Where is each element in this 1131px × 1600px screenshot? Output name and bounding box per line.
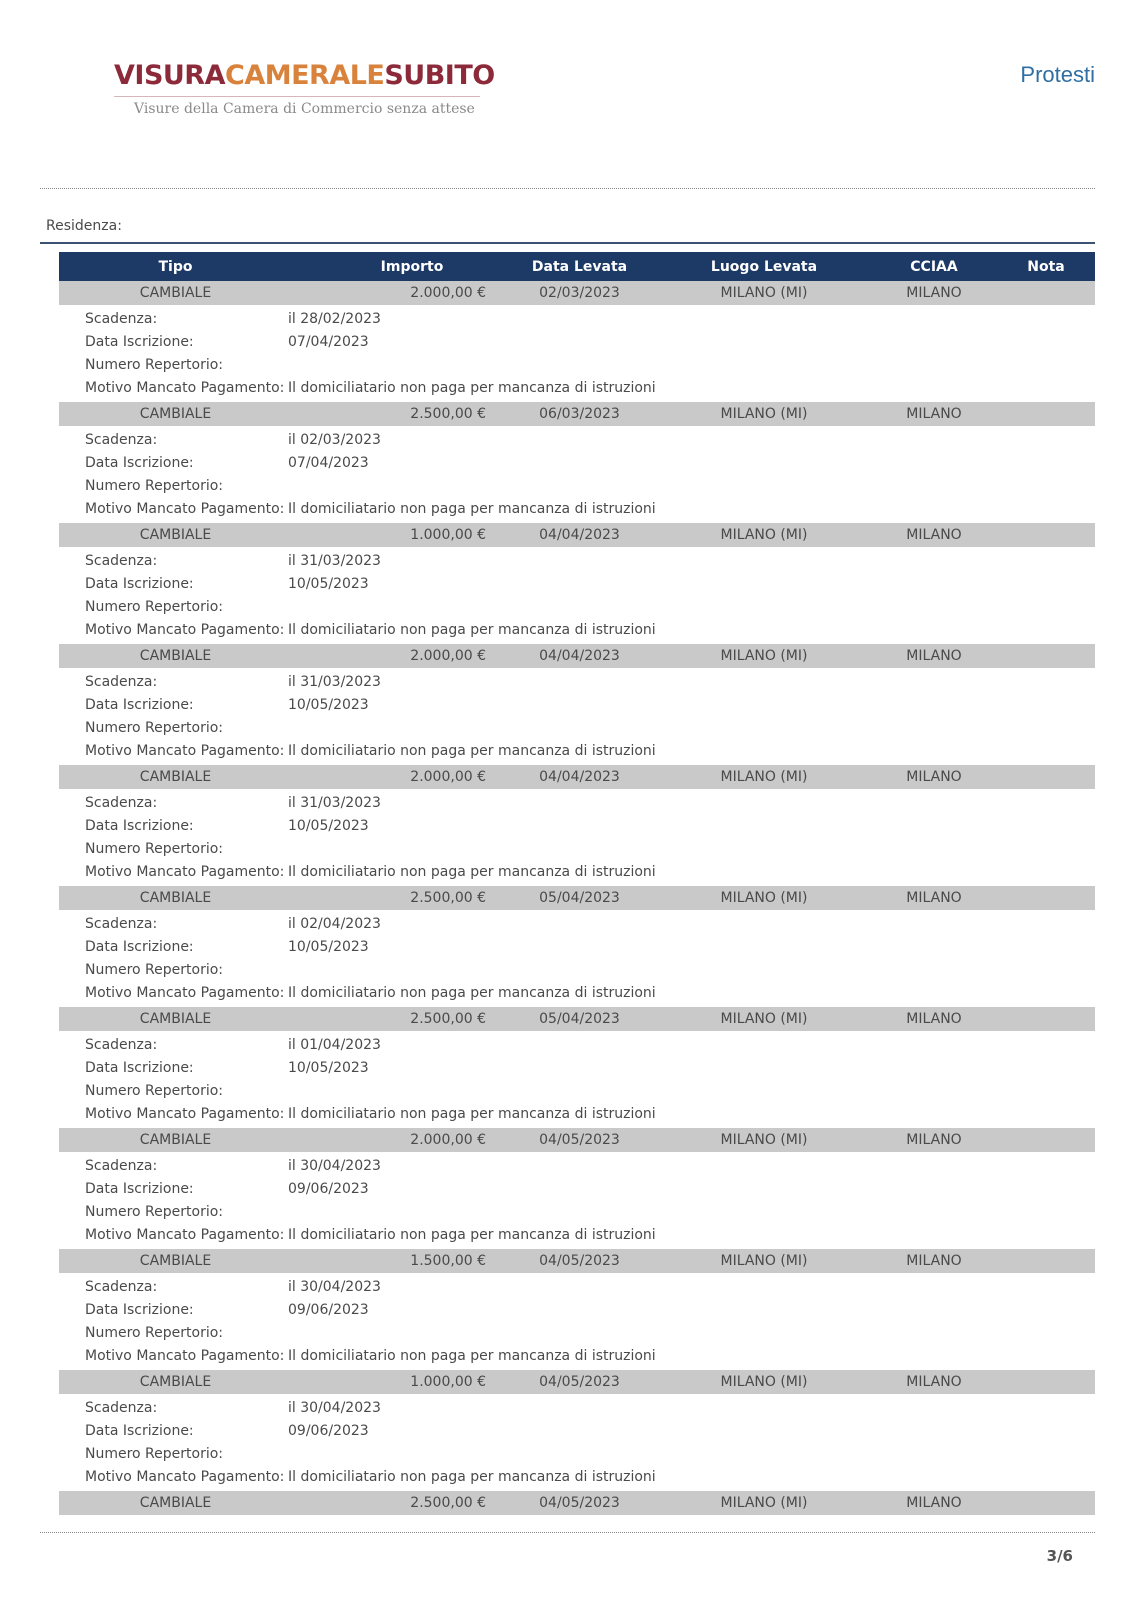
detail-label: Scadenza: xyxy=(85,1036,158,1053)
cell-tipo: CAMBIALE xyxy=(139,769,212,785)
detail-label: Numero Repertorio: xyxy=(85,1203,224,1220)
detail-motivo xyxy=(59,1102,1095,1125)
logo-tagline: Visure della Camera di Commercio senza attese xyxy=(134,101,475,117)
logo-wordmark xyxy=(114,58,495,94)
detail-label: Numero Repertorio: xyxy=(85,1324,224,1341)
cell-luogo-levata: MILANO (MI) xyxy=(720,648,808,664)
cell-cciaa: MILANO xyxy=(906,1253,962,1269)
cell-importo: 2.500,00 € xyxy=(410,1011,486,1027)
detail-label: Data Iscrizione: xyxy=(85,1059,194,1076)
header-data-levata: Data Levata xyxy=(531,258,628,275)
cell-data-levata: 05/04/2023 xyxy=(539,890,620,906)
detail-scadenza xyxy=(59,912,1095,935)
detail-label: Numero Repertorio: xyxy=(85,356,224,373)
record-details xyxy=(59,1273,1095,1370)
cell-data-levata: 04/04/2023 xyxy=(539,527,620,543)
table-header xyxy=(59,252,1095,281)
detail-value: Il domiciliatario non paga per mancanza di istruzioni xyxy=(288,742,656,759)
detail-value: 09/06/2023 xyxy=(288,1180,369,1197)
cell-data-levata: 04/05/2023 xyxy=(539,1132,620,1148)
header-nota: Nota xyxy=(1027,258,1065,275)
detail-label: Scadenza: xyxy=(85,1399,158,1416)
detail-label: Motivo Mancato Pagamento: xyxy=(85,1468,285,1485)
detail-label: Numero Repertorio: xyxy=(85,598,224,615)
cell-luogo-levata: MILANO (MI) xyxy=(720,1132,808,1148)
logo-part-subito: SUBITO xyxy=(384,60,495,91)
record-summary-row xyxy=(59,1491,1095,1515)
cell-tipo: CAMBIALE xyxy=(139,1374,212,1390)
cell-tipo: CAMBIALE xyxy=(139,1132,212,1148)
detail-scadenza xyxy=(59,549,1095,572)
detail-data-iscrizione xyxy=(59,1298,1095,1321)
record-summary-row xyxy=(59,1007,1095,1031)
detail-label: Data Iscrizione: xyxy=(85,938,194,955)
detail-value: Il domiciliatario non paga per mancanza di istruzioni xyxy=(288,984,656,1001)
detail-label: Data Iscrizione: xyxy=(85,817,194,834)
detail-value: Il domiciliatario non paga per mancanza di istruzioni xyxy=(288,500,656,517)
record-summary-row xyxy=(59,1128,1095,1152)
cell-importo: 2.500,00 € xyxy=(410,890,486,906)
cell-tipo: CAMBIALE xyxy=(139,1011,212,1027)
detail-scadenza xyxy=(59,1396,1095,1419)
detail-label: Scadenza: xyxy=(85,552,158,569)
detail-scadenza xyxy=(59,670,1095,693)
residenza-label: Residenza: xyxy=(46,218,122,234)
detail-value: 10/05/2023 xyxy=(288,696,369,713)
detail-numero-repertorio xyxy=(59,353,1095,376)
detail-value: 10/05/2023 xyxy=(288,938,369,955)
record-summary-row xyxy=(59,886,1095,910)
detail-data-iscrizione xyxy=(59,572,1095,595)
record-details xyxy=(59,668,1095,765)
detail-label: Scadenza: xyxy=(85,431,158,448)
footer-divider xyxy=(40,1532,1095,1533)
cell-cciaa: MILANO xyxy=(906,648,962,664)
detail-motivo xyxy=(59,739,1095,762)
cell-cciaa: MILANO xyxy=(906,527,962,543)
detail-label: Motivo Mancato Pagamento: xyxy=(85,379,285,396)
detail-motivo xyxy=(59,1344,1095,1367)
detail-motivo xyxy=(59,981,1095,1004)
detail-value: 07/04/2023 xyxy=(288,454,369,471)
cell-cciaa: MILANO xyxy=(906,1011,962,1027)
cell-tipo: CAMBIALE xyxy=(139,1253,212,1269)
detail-data-iscrizione xyxy=(59,814,1095,837)
detail-value: 10/05/2023 xyxy=(288,575,369,592)
cell-luogo-levata: MILANO (MI) xyxy=(720,406,808,422)
cell-luogo-levata: MILANO (MI) xyxy=(720,1011,808,1027)
detail-numero-repertorio xyxy=(59,716,1095,739)
cell-importo: 1.000,00 € xyxy=(410,1374,486,1390)
cell-luogo-levata: MILANO (MI) xyxy=(720,1495,808,1511)
record-summary-row xyxy=(59,644,1095,668)
record-summary-row xyxy=(59,281,1095,305)
cell-data-levata: 04/04/2023 xyxy=(539,648,620,664)
records-list xyxy=(59,281,1095,1491)
detail-label: Scadenza: xyxy=(85,1157,158,1174)
logo-part-camerale: CAMERALE xyxy=(225,60,385,91)
detail-numero-repertorio xyxy=(59,958,1095,981)
detail-label: Numero Repertorio: xyxy=(85,840,224,857)
detail-label: Numero Repertorio: xyxy=(85,961,224,978)
detail-numero-repertorio xyxy=(59,1321,1095,1344)
detail-motivo xyxy=(59,497,1095,520)
detail-motivo xyxy=(59,1223,1095,1246)
detail-label: Motivo Mancato Pagamento: xyxy=(85,863,285,880)
cell-data-levata: 04/05/2023 xyxy=(539,1253,620,1269)
detail-label: Numero Repertorio: xyxy=(85,719,224,736)
detail-value: 09/06/2023 xyxy=(288,1422,369,1439)
detail-value: il 02/03/2023 xyxy=(288,431,381,448)
page-number: 3/6 xyxy=(1046,1547,1073,1565)
detail-value: 07/04/2023 xyxy=(288,333,369,350)
record-details xyxy=(59,1394,1095,1491)
detail-label: Motivo Mancato Pagamento: xyxy=(85,742,285,759)
detail-value: 10/05/2023 xyxy=(288,1059,369,1076)
detail-data-iscrizione xyxy=(59,693,1095,716)
cell-tipo: CAMBIALE xyxy=(139,527,212,543)
detail-label: Motivo Mancato Pagamento: xyxy=(85,500,285,517)
detail-label: Scadenza: xyxy=(85,673,158,690)
logo-part-visura: VISURA xyxy=(114,60,225,91)
detail-value: il 01/04/2023 xyxy=(288,1036,381,1053)
detail-label: Scadenza: xyxy=(85,1278,158,1295)
detail-numero-repertorio xyxy=(59,1079,1095,1102)
cell-cciaa: MILANO xyxy=(906,890,962,906)
detail-scadenza xyxy=(59,1275,1095,1298)
cell-cciaa: MILANO xyxy=(906,406,962,422)
cell-cciaa: MILANO xyxy=(906,1132,962,1148)
record-details xyxy=(59,547,1095,644)
cell-importo: 1.000,00 € xyxy=(410,527,486,543)
cell-cciaa: MILANO xyxy=(906,285,962,301)
detail-data-iscrizione xyxy=(59,1177,1095,1200)
detail-value: il 30/04/2023 xyxy=(288,1278,381,1295)
detail-value: il 30/04/2023 xyxy=(288,1157,381,1174)
cell-importo: 2.500,00 € xyxy=(410,406,486,422)
cell-luogo-levata: MILANO (MI) xyxy=(720,890,808,906)
detail-numero-repertorio xyxy=(59,595,1095,618)
detail-label: Motivo Mancato Pagamento: xyxy=(85,1105,285,1122)
detail-motivo xyxy=(59,860,1095,883)
cell-tipo: CAMBIALE xyxy=(139,285,212,301)
detail-value: Il domiciliatario non paga per mancanza di istruzioni xyxy=(288,1347,656,1364)
record-details xyxy=(59,789,1095,886)
detail-data-iscrizione xyxy=(59,330,1095,353)
detail-numero-repertorio xyxy=(59,837,1095,860)
cell-cciaa: MILANO xyxy=(906,1495,962,1511)
detail-value: Il domiciliatario non paga per mancanza di istruzioni xyxy=(288,1226,656,1243)
record-details xyxy=(59,426,1095,523)
cell-importo: 2.000,00 € xyxy=(410,769,486,785)
cell-data-levata: 02/03/2023 xyxy=(539,285,620,301)
detail-label: Data Iscrizione: xyxy=(85,333,194,350)
detail-data-iscrizione xyxy=(59,1419,1095,1442)
header-importo: Importo xyxy=(380,258,444,275)
detail-value: Il domiciliatario non paga per mancanza di istruzioni xyxy=(288,863,656,880)
header-luogo-levata: Luogo Levata xyxy=(710,258,818,275)
page-title: Protesti xyxy=(1020,62,1095,87)
detail-value: 10/05/2023 xyxy=(288,817,369,834)
detail-value: il 31/03/2023 xyxy=(288,673,381,690)
brand-logo xyxy=(114,58,495,117)
section-divider xyxy=(40,242,1095,244)
cell-luogo-levata: MILANO (MI) xyxy=(720,285,808,301)
detail-scadenza xyxy=(59,428,1095,451)
logo-divider xyxy=(114,96,480,97)
cell-importo: 2.000,00 € xyxy=(410,285,486,301)
cell-data-levata: 04/05/2023 xyxy=(539,1374,620,1390)
detail-label: Numero Repertorio: xyxy=(85,1445,224,1462)
detail-value: Il domiciliatario non paga per mancanza di istruzioni xyxy=(288,1468,656,1485)
detail-label: Data Iscrizione: xyxy=(85,1422,194,1439)
record-details xyxy=(59,1031,1095,1128)
detail-label: Data Iscrizione: xyxy=(85,454,194,471)
detail-scadenza xyxy=(59,791,1095,814)
cell-tipo: CAMBIALE xyxy=(139,648,212,664)
record-summary-row xyxy=(59,1370,1095,1394)
record-details xyxy=(59,1152,1095,1249)
cell-data-levata: 06/03/2023 xyxy=(539,406,620,422)
detail-label: Data Iscrizione: xyxy=(85,575,194,592)
detail-motivo xyxy=(59,376,1095,399)
record-details xyxy=(59,305,1095,402)
cell-tipo: CAMBIALE xyxy=(139,1495,212,1511)
cell-cciaa: MILANO xyxy=(906,1374,962,1390)
detail-label: Scadenza: xyxy=(85,915,158,932)
detail-value: il 31/03/2023 xyxy=(288,552,381,569)
detail-label: Scadenza: xyxy=(85,794,158,811)
record-summary-row xyxy=(59,765,1095,789)
cell-luogo-levata: MILANO (MI) xyxy=(720,769,808,785)
detail-scadenza xyxy=(59,1033,1095,1056)
detail-data-iscrizione xyxy=(59,1056,1095,1079)
detail-value: il 30/04/2023 xyxy=(288,1399,381,1416)
detail-value: Il domiciliatario non paga per mancanza di istruzioni xyxy=(288,1105,656,1122)
detail-value: il 31/03/2023 xyxy=(288,794,381,811)
detail-numero-repertorio xyxy=(59,474,1095,497)
cell-luogo-levata: MILANO (MI) xyxy=(720,1253,808,1269)
record-details xyxy=(59,910,1095,1007)
header-cciaa: CCIAA xyxy=(910,258,958,275)
cell-importo: 1.500,00 € xyxy=(410,1253,486,1269)
cell-luogo-levata: MILANO (MI) xyxy=(720,527,808,543)
detail-label: Data Iscrizione: xyxy=(85,696,194,713)
detail-label: Motivo Mancato Pagamento: xyxy=(85,621,285,638)
header-divider xyxy=(40,188,1095,189)
cell-tipo: CAMBIALE xyxy=(139,406,212,422)
cell-cciaa: MILANO xyxy=(906,769,962,785)
cell-data-levata: 04/04/2023 xyxy=(539,769,620,785)
cell-importo: 2.500,00 € xyxy=(410,1495,486,1511)
detail-label: Scadenza: xyxy=(85,310,158,327)
detail-label: Data Iscrizione: xyxy=(85,1301,194,1318)
detail-label: Motivo Mancato Pagamento: xyxy=(85,984,285,1001)
detail-value: Il domiciliatario non paga per mancanza di istruzioni xyxy=(288,379,656,396)
protesti-table xyxy=(59,252,1095,1515)
detail-motivo xyxy=(59,1465,1095,1488)
detail-numero-repertorio xyxy=(59,1442,1095,1465)
detail-data-iscrizione xyxy=(59,451,1095,474)
detail-scadenza xyxy=(59,1154,1095,1177)
detail-label: Data Iscrizione: xyxy=(85,1180,194,1197)
detail-value: il 02/04/2023 xyxy=(288,915,381,932)
cell-luogo-levata: MILANO (MI) xyxy=(720,1374,808,1390)
header-tipo: Tipo xyxy=(158,258,193,275)
cell-tipo: CAMBIALE xyxy=(139,890,212,906)
record-summary-row xyxy=(59,402,1095,426)
detail-label: Numero Repertorio: xyxy=(85,1082,224,1099)
record-summary-row xyxy=(59,523,1095,547)
detail-scadenza xyxy=(59,307,1095,330)
detail-motivo xyxy=(59,618,1095,641)
cell-data-levata: 05/04/2023 xyxy=(539,1011,620,1027)
detail-numero-repertorio xyxy=(59,1200,1095,1223)
detail-value: il 28/02/2023 xyxy=(288,310,381,327)
cell-importo: 2.000,00 € xyxy=(410,1132,486,1148)
detail-data-iscrizione xyxy=(59,935,1095,958)
detail-label: Numero Repertorio: xyxy=(85,477,224,494)
detail-value: Il domiciliatario non paga per mancanza di istruzioni xyxy=(288,621,656,638)
cell-importo: 2.000,00 € xyxy=(410,648,486,664)
detail-label: Motivo Mancato Pagamento: xyxy=(85,1347,285,1364)
cell-data-levata: 04/05/2023 xyxy=(539,1495,620,1511)
detail-label: Motivo Mancato Pagamento: xyxy=(85,1226,285,1243)
detail-value: 09/06/2023 xyxy=(288,1301,369,1318)
record-summary-row xyxy=(59,1249,1095,1273)
